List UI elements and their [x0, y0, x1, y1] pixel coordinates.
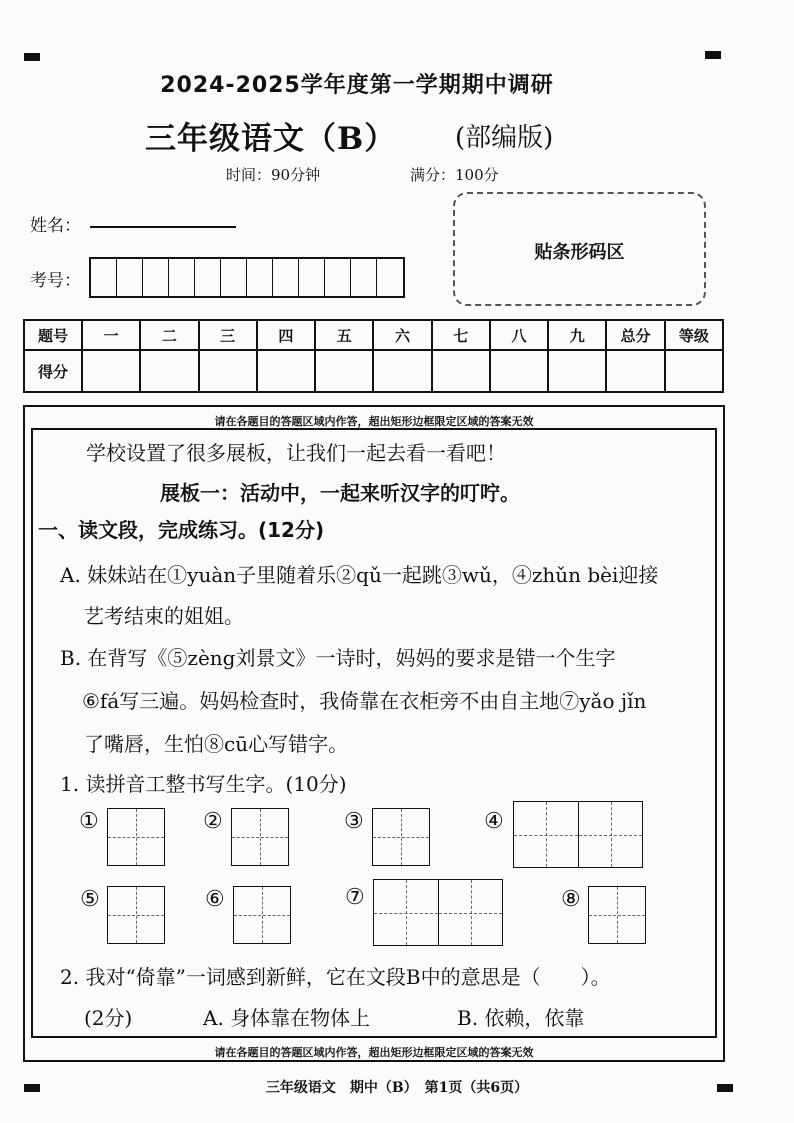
paragraph-a-line-1: A. 妹妹站在①yuàn子里随着乐②qǔ一起跳③wǔ，④zhǔn bèi迎接: [60, 563, 659, 587]
score-table-score-row: [24, 350, 723, 392]
score-cell[interactable]: [315, 350, 373, 392]
paragraph-b-line-3: 了嘴唇，生怕⑧cū心写错字。: [84, 732, 349, 756]
score-cell[interactable]: [199, 350, 257, 392]
writing-box-5[interactable]: [107, 886, 165, 944]
score-table: [23, 319, 724, 393]
score-col-total: 总分: [606, 320, 664, 350]
score-row-label: 得分: [24, 350, 82, 392]
box-label-5: ⑤: [80, 887, 100, 912]
name-field[interactable]: [90, 226, 236, 228]
score-cell[interactable]: [82, 350, 140, 392]
writing-box-6[interactable]: [233, 886, 291, 944]
score-cell[interactable]: [665, 350, 723, 392]
score-cell[interactable]: [490, 350, 548, 392]
barcode-area: [453, 192, 706, 306]
question-2-option-a[interactable]: A. 身体靠在物体上: [203, 1006, 371, 1030]
question-2-points: (2分): [84, 1006, 133, 1030]
corner-mark-top-right: [705, 51, 721, 59]
exam-full-score: 满分：100分: [410, 166, 499, 184]
paragraph-b-line-2: ⑥fá写三遍。妈妈检查时，我倚靠在衣柜旁不由自主地⑦yǎo jǐn: [82, 689, 647, 713]
writing-box-8[interactable]: [588, 886, 646, 944]
box-label-7: ⑦: [345, 885, 365, 910]
paragraph-a-line-2: 艺考结束的姐姐。: [84, 604, 244, 628]
score-cell[interactable]: [606, 350, 664, 392]
paragraph-b-line-1: B. 在背写《⑤zèng刘景文》一诗时，妈妈的要求是错一个生字: [60, 646, 616, 670]
intro-text: 学校设置了很多展板，让我们一起去看一看吧！: [86, 441, 506, 465]
exam-edition: (部编版): [455, 123, 554, 153]
score-col-grade: 等级: [665, 320, 723, 350]
section-1-heading: 一、读文段，完成练习。(12分): [38, 518, 325, 542]
exam-subject: 三年级语文（B）: [145, 121, 397, 157]
score-col-5: 五: [315, 320, 373, 350]
score-cell[interactable]: [140, 350, 198, 392]
score-col-6: 六: [373, 320, 431, 350]
score-col-2: 二: [140, 320, 198, 350]
writing-box-2[interactable]: [231, 808, 289, 866]
question-2-option-b[interactable]: B. 依赖，依靠: [457, 1006, 585, 1030]
box-label-4: ④: [484, 809, 504, 834]
corner-mark-top-left: [24, 53, 40, 61]
score-cell[interactable]: [548, 350, 606, 392]
writing-box-1[interactable]: [107, 808, 165, 866]
writing-box-3[interactable]: [372, 808, 430, 866]
name-label: 姓名：: [30, 216, 81, 236]
id-label: 考号：: [30, 271, 81, 291]
score-table-header-row: [24, 320, 723, 350]
score-col-4: 四: [257, 320, 315, 350]
score-table-header: 题号: [24, 320, 82, 350]
score-col-7: 七: [432, 320, 490, 350]
score-col-1: 一: [82, 320, 140, 350]
score-col-3: 三: [199, 320, 257, 350]
score-cell[interactable]: [432, 350, 490, 392]
answer-notice-top: 请在各题目的答题区域内作答，超出矩形边框限定区域的答案无效: [214, 415, 534, 428]
exam-title: 2024-2025学年度第一学期期中调研: [160, 73, 554, 98]
score-cell[interactable]: [257, 350, 315, 392]
score-col-9: 九: [548, 320, 606, 350]
board-title: 展板一：活动中，一起来听汉字的叮咛。: [160, 481, 520, 505]
answer-notice-bottom: 请在各题目的答题区域内作答，超出矩形边框限定区域的答案无效: [214, 1046, 534, 1059]
box-label-1: ①: [79, 809, 99, 834]
score-col-8: 八: [490, 320, 548, 350]
page-footer: 三年级语文 期中（B） 第1页（共6页）: [265, 1080, 529, 1096]
exam-time: 时间：90分钟: [226, 166, 321, 184]
question-2: 2. 我对“倚靠”一词感到新鲜，它在文段B中的意思是（ ）。: [60, 965, 611, 989]
box-label-6: ⑥: [205, 887, 225, 912]
writing-box-4[interactable]: [513, 801, 643, 868]
box-label-3: ③: [344, 809, 364, 834]
writing-box-7[interactable]: [373, 879, 503, 946]
barcode-label: 贴条形码区: [534, 242, 625, 263]
score-cell[interactable]: [373, 350, 431, 392]
id-number-grid[interactable]: [89, 257, 405, 298]
box-label-8: ⑧: [561, 887, 581, 912]
question-1: 1. 读拼音工整书写生字。(10分): [60, 772, 347, 796]
box-label-2: ②: [203, 809, 223, 834]
